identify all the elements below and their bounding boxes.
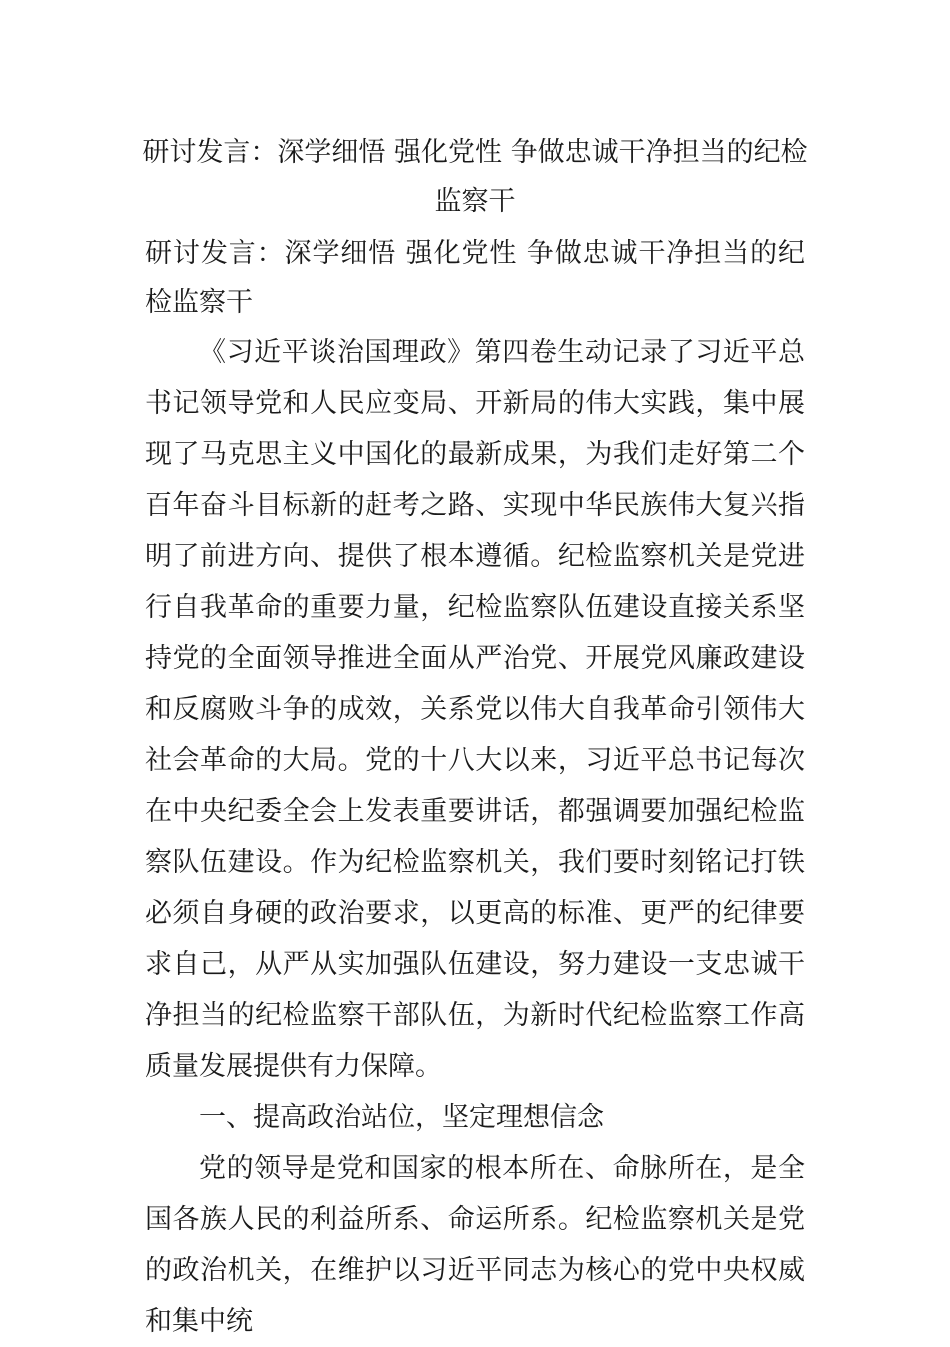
document-body — [142, 128, 808, 1347]
intro-paragraph: 《习近平谈治国理政》第四卷生动记录了习近平总书记领导党和人民应变局、开新局的伟大实践，集中展现了马克思主义中国化的最新成果，为我们走好第二个百年奋斗目标新的赶考之路、实现中华民族伟大复兴指明了前进方向、提供了根本遵循。纪检监察机关是党进行自我革命的重要力量，纪检监察队伍建设直接关系坚持党的全面领导推进全面从严治党、开展党风廉政建设和反腐败斗争的成效，关系党以伟大自我革命引领伟大社会革命的大局。党的十八大以来，习近平总书记每次在中央纪委全会上发表重要讲话，都强调要加强纪检监察队伍建设。作为纪检监察机关，我们要时刻铭记打铁必须自身硬的政治要求，以更高的标准、更严的纪律要求自己，从严从实加强队伍建设，努力建设一支忠诚干净担当的纪检监察干部队伍，为新时代纪检监察工作高质量发展提供有力保障。 — [145, 337, 805, 1082]
section-heading: 一、提高政治站位，坚定理想信念 — [199, 1102, 604, 1133]
document-title: 研讨发言：深学细悟 强化党性 争做忠诚干净担当的纪检监察干 — [142, 137, 808, 217]
section-paragraph: 党的领导是党和国家的根本所在、命脉所在，是全国各族人民的利益所系、命运所系。纪检监察机关是党的政治机关，在维护以习近平同志为核心的党中央权威和集中统 — [145, 1153, 805, 1337]
document-subtitle: 研讨发言：深学细悟 强化党性 争做忠诚干净担当的纪检监察干 — [145, 238, 805, 318]
